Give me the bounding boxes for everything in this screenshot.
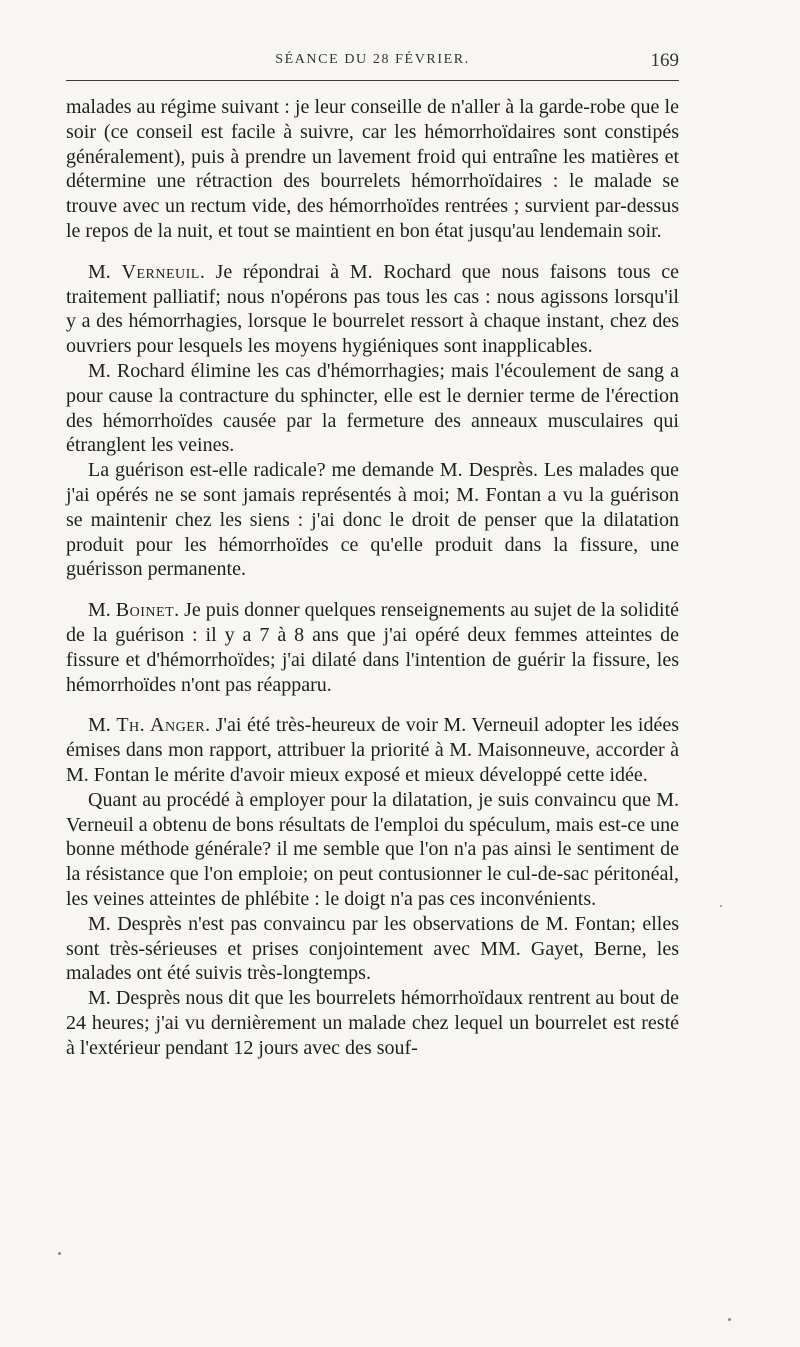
paragraph-5	[66, 598, 679, 697]
paper-speck	[728, 1318, 731, 1321]
paragraph-7	[66, 788, 679, 912]
speaker-name: Verneuil	[121, 260, 200, 283]
speaker-name: Th. Anger	[116, 714, 206, 737]
paragraph-text: La guérison est-elle radicale? me demande M. Desprès. Les malades que j'ai opérés ne se sont jamais représentés à moi; M. Fontan a vu la guérison se maintenir chez les siens : j'ai donc le droit de penser que la dilatation produit pour les hémorrhoïdes ce qu'elle produit dans la fissure, une guérisson permanente.	[66, 459, 679, 581]
paragraph-2	[66, 260, 679, 359]
paragraph-text: M. Desprès n'est pas convaincu par les observations de M. Fontan; elles sont très-sérieuses et prises conjointement avec MM. Gayet, Berne, les malades ont été suivis très-longtemps.	[66, 912, 679, 985]
speaker-prefix: M.	[88, 714, 117, 737]
running-title: SÉANCE DU 28 FÉVRIER.	[275, 52, 470, 67]
paragraph-8	[66, 912, 679, 986]
paragraph-text: . Je puis donner quelques renseignements au sujet de la solidité de la guérison : il y a 7 à 8 ans que j'ai opéré deux femmes atteintes de fissure et d'hémorrhoïdes; j'ai dilaté dans l'intention de guérir la fissure, les hémorrhoïdes n'ont pas réapparu.	[66, 599, 680, 696]
paragraph-4	[66, 458, 679, 582]
page-header	[66, 44, 679, 84]
paragraph-1	[66, 95, 679, 244]
paragraph-3	[66, 359, 679, 458]
paragraph-text: malades au régime suivant : je leur conseille de n'aller à la garde-robe que le soir (ce conseil est facile à suivre, car les hémorrhoïdaires sont constipés généralement), puis à prendre un lavement froid qui entraîne les matières et détermine une rétraction des bourrelets hémorrhoïdaires : le malade se trouve avec un rectum vide, des hémorrhoïdes rentrées ; survient par-dessus le repos de la nuit, et tout se maintient en bon état jusqu'au lendemain soir.	[66, 96, 679, 242]
paragraph-text: . Je répondrai à M. Rochard que nous faisons tous ce traitement palliatif; nous n'opérons pas tous les cas : nous agissons lorsqu'il y a des hémorrhagies, lorsque le bourrelet ressort à chaque instant, chez des ouvriers pour lesquels les moyens hygiéniques sont inapplicables.	[66, 260, 679, 358]
speaker-prefix: M.	[88, 599, 116, 622]
paragraph-text: . J'ai été très-heureux de voir M. Verneuil adopter les idées émises dans mon rapport, attribuer la priorité à M. Maisonneuve, accorder à M. Fontan le mérite d'avoir mieux exposé et mieux développé cette idée.	[66, 714, 679, 786]
paper-speck	[58, 1252, 61, 1255]
paragraph-text: M. Desprès nous dit que les bourrelets hémorrhoïdaux rentrent au bout de 24 heures; j'ai vu dernièrement un malade chez lequel un bourrelet est resté à l'extérieur pendant 12 jours avec des souf-	[66, 987, 679, 1059]
speaker-prefix: M.	[88, 260, 122, 283]
paragraph-text: M. Rochard élimine les cas d'hémorrhagies; mais l'écoulement de sang a pour cause la contracture du sphincter, elle est le dernier terme de l'érection des hémorrhoïdes causée par la fermeture des anneaux musculaires qui étranglent les veines.	[66, 359, 679, 457]
page-number: 169	[650, 50, 679, 71]
paragraph-9	[66, 986, 679, 1060]
paragraph-text: Quant au procédé à employer pour la dilatation, je suis convaincu que M. Verneuil a obtenu de bons résultats de l'emploi du spéculum, mais est-ce une bonne méthode générale? il me semble que l'on n'a pas ainsi le sentiment de la résistance que l'on emploie; on peut contusionner le cul-de-sac péritonéal, les veines atteintes de phlébite : le doigt n'a pas ces inconvénients.	[66, 788, 679, 910]
body-text	[66, 95, 679, 1060]
paragraph-6	[66, 713, 679, 787]
speaker-name: Boinet	[115, 599, 175, 622]
header-rule	[66, 80, 679, 81]
paper-speck	[720, 905, 722, 907]
